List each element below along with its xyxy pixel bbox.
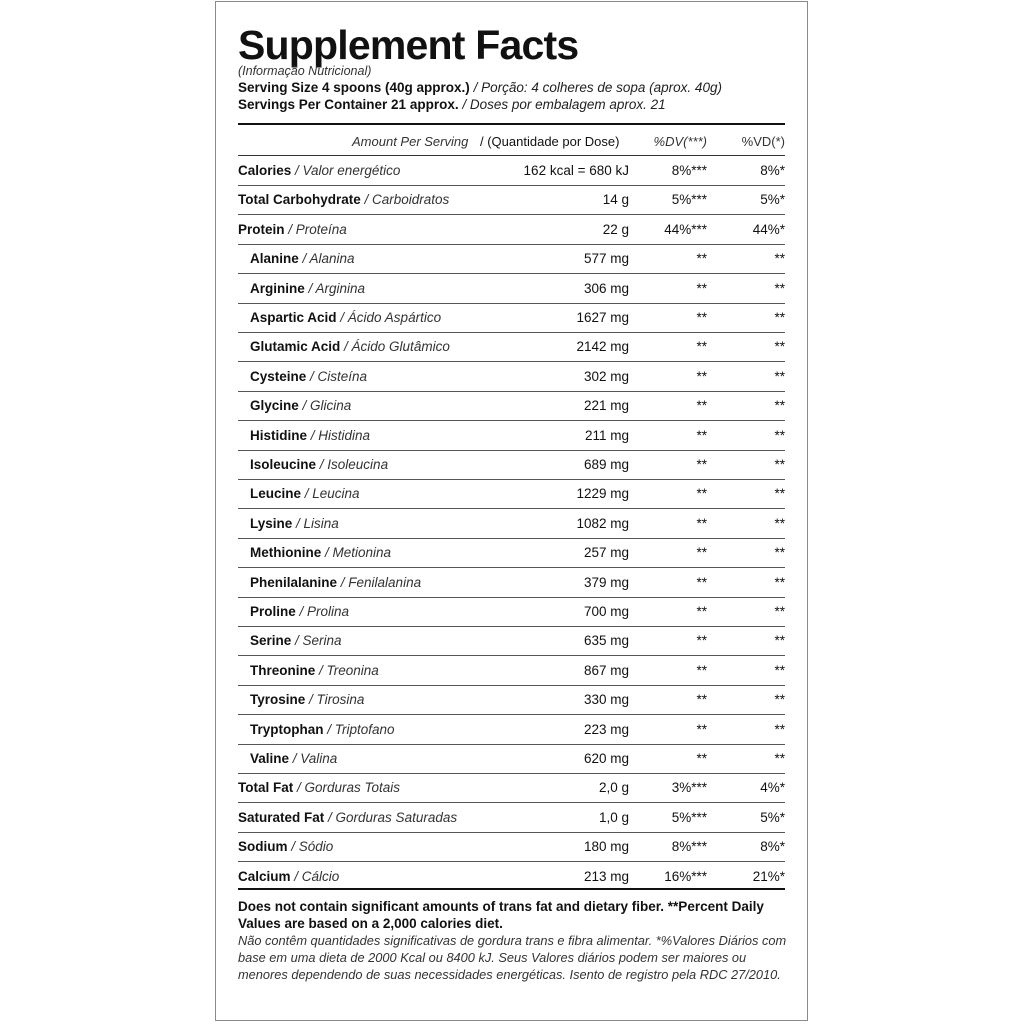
table-row [238, 332, 785, 362]
nutrient-name [250, 251, 355, 266]
table-row [238, 685, 785, 715]
serving-size [238, 80, 722, 95]
label-subtitle: (Informação Nutricional) [238, 64, 372, 78]
nutrient-name-pt: / Leucina [301, 486, 360, 502]
nutrient-name-pt: / Valina [289, 751, 338, 766]
header-vd: %VD(*) [741, 134, 785, 149]
table-row [238, 479, 785, 509]
nutrient-name-pt: / Prolina [295, 604, 350, 619]
nutrient-dv: ** [696, 368, 707, 384]
nutrient-name-pt: / Histidina [307, 427, 371, 443]
nutrient-amount: 14 g [602, 192, 629, 208]
nutrient-name [250, 486, 360, 501]
nutrient-name-en: Aspartic Acid [250, 310, 337, 325]
nutrient-vd: ** [774, 604, 785, 619]
nutrient-name-en: Methionine [250, 545, 322, 561]
nutrient-name-en: Glutamic Acid [250, 339, 341, 355]
nutrient-name [238, 869, 339, 884]
bottom-divider [238, 888, 785, 890]
footnotes [238, 898, 788, 983]
nutrient-name-en: Total Fat [238, 780, 294, 796]
nutrient-amount: 379 mg [583, 574, 629, 590]
nutrient-amount: 1229 mg [576, 486, 629, 502]
nutrient-vd: ** [774, 398, 785, 414]
nutrient-name-pt: / Carboidratos [360, 192, 450, 208]
table-row [238, 715, 785, 745]
nutrient-dv: ** [696, 545, 707, 561]
nutrient-amount: 620 mg [583, 751, 629, 766]
servings-per-container [238, 97, 666, 112]
nutrient-name-en: Histidine [250, 427, 308, 443]
nutrient-name-pt: / Lisina [292, 515, 339, 531]
nutrient-name-en: Phenilalanine [250, 574, 338, 590]
header-dv: %DV(***) [653, 134, 707, 149]
nutrient-vd: ** [774, 280, 785, 296]
servings-per-container-en: Servings Per Container 21 approx. [238, 97, 459, 112]
nutrient-name-en: Calories [238, 163, 292, 178]
nutrient-amount: 223 mg [583, 721, 629, 737]
table-row [238, 626, 785, 656]
nutrient-name-pt: / Cisteína [306, 368, 368, 384]
table-row [238, 303, 785, 333]
nutrient-name-pt: / Tirosina [305, 692, 365, 708]
nutrient-name-en: Lysine [250, 515, 293, 531]
nutrient-name [238, 222, 347, 237]
nutrient-dv: ** [696, 574, 707, 590]
nutrient-name-en: Leucine [250, 486, 302, 502]
nutrient-dv: 8%*** [671, 839, 707, 855]
nutrient-dv: ** [696, 398, 707, 414]
nutrient-name-en: Saturated Fat [238, 809, 325, 825]
nutrient-name-pt: / Ácido Aspártico [336, 310, 442, 325]
table-row [238, 656, 785, 686]
nutrient-vd: 8%* [760, 163, 785, 178]
nutrient-name-pt: / Sódio [287, 839, 334, 855]
nutrient-amount: 330 mg [583, 692, 629, 708]
table-row [238, 744, 785, 774]
nutrient-amount: 2142 mg [576, 339, 629, 355]
nutrient-name-pt: / Alanina [298, 251, 355, 267]
nutrient-dv: 16%*** [664, 868, 707, 884]
nutrient-vd: ** [774, 721, 785, 737]
nutrient-name [250, 575, 421, 590]
table-row [238, 244, 785, 274]
label-title: Supplement Facts [238, 22, 579, 68]
nutrient-vd: ** [774, 633, 785, 649]
nutrient-amount: 867 mg [583, 662, 629, 678]
nutrient-amount: 700 mg [583, 604, 629, 619]
nutrient-amount: 221 mg [583, 398, 629, 414]
nutrient-amount: 22 g [602, 221, 629, 237]
table-row [238, 156, 785, 186]
nutrient-name-en: Proline [250, 604, 296, 619]
nutrient-name-pt: / Proteína [284, 221, 347, 237]
nutrient-name-pt: / Ácido Glutâmico [340, 339, 450, 355]
table-row [238, 832, 785, 862]
nutrient-name-en: Calcium [238, 868, 291, 884]
nutrient-name-pt: / Gorduras Saturadas [324, 809, 458, 825]
nutrient-vd: ** [774, 662, 785, 678]
nutrient-name-en: Threonine [250, 662, 316, 678]
footnote-english: Does not contain significant amounts of trans fat and dietary fiber. **Percent Daily Values are based on a 2,000 calories diet. [238, 899, 764, 931]
servings-per-container-pt: / Doses por embalagem aprox. 21 [458, 97, 666, 112]
nutrient-vd: ** [774, 339, 785, 355]
nutrient-dv: 44%*** [664, 221, 707, 237]
nutrient-name [250, 339, 450, 354]
nutrient-name [250, 281, 365, 296]
nutrient-dv: 3%*** [671, 780, 707, 796]
nutrient-name-en: Isoleucine [250, 457, 317, 472]
nutrient-name-en: Sodium [238, 839, 288, 855]
table-row [238, 421, 785, 451]
nutrient-name [250, 604, 349, 619]
table-row [238, 773, 785, 803]
nutrient-name [250, 398, 351, 413]
nutrient-dv: ** [696, 457, 707, 472]
nutrient-name-en: Protein [238, 221, 285, 237]
nutrient-name [250, 516, 339, 531]
table-row [238, 274, 785, 304]
nutrient-vd: ** [774, 368, 785, 384]
nutrient-vd: 44%* [752, 221, 785, 237]
header-amount-per-serving: Amount Per Serving [352, 134, 469, 149]
nutrient-amount: 162 kcal = 680 kJ [523, 163, 629, 178]
nutrient-dv: ** [696, 427, 707, 443]
nutrient-name [238, 163, 400, 178]
nutrient-amount: 257 mg [583, 545, 629, 561]
nutrient-dv: ** [696, 310, 707, 325]
nutrient-name-pt: / Isoleucina [316, 457, 389, 472]
nutrient-amount: 577 mg [583, 251, 629, 267]
table-row [238, 215, 785, 245]
nutrient-dv: ** [696, 515, 707, 531]
nutrient-name-pt: / Glicina [298, 398, 352, 414]
table-row [238, 391, 785, 421]
nutrient-name [238, 810, 457, 825]
nutrient-amount: 1,0 g [598, 809, 629, 825]
nutrient-name [250, 428, 370, 443]
nutrient-vd: ** [774, 515, 785, 531]
nutrient-name-en: Total Carbohydrate [238, 192, 361, 208]
nutrient-vd: 5%* [760, 192, 785, 208]
nutrient-dv: ** [696, 251, 707, 267]
nutrient-name-pt: / Valor energético [291, 163, 401, 178]
top-divider [238, 123, 785, 125]
nutrient-vd: 21%* [752, 868, 785, 884]
nutrient-amount: 211 mg [584, 427, 629, 443]
nutrient-vd: ** [774, 692, 785, 708]
nutrient-name-en: Glycine [250, 398, 299, 414]
nutrient-name-en: Alanine [250, 251, 299, 267]
nutrient-amount: 2,0 g [598, 780, 629, 796]
nutrient-name [250, 692, 364, 707]
nutrient-dv: 5%*** [671, 192, 707, 208]
nutrient-dv: ** [696, 662, 707, 678]
nutrient-dv: ** [696, 339, 707, 355]
nutrient-name [238, 192, 449, 207]
nutrient-name [250, 663, 379, 678]
nutrient-amount: 1627 mg [576, 310, 629, 325]
nutrient-name-pt: / Cálcio [290, 868, 340, 884]
nutrient-name [250, 457, 388, 472]
nutrient-amount: 689 mg [583, 457, 629, 472]
nutrient-vd: ** [774, 545, 785, 561]
nutrient-name-pt: / Fenilalanina [337, 574, 422, 590]
footnote-portuguese: Não contêm quantidades significativas de gordura trans e fibra alimentar. *%Valores Diários com base em uma dieta de 2000 Kcal ou 8400 kJ. Seus Valores diários podem ser maiores ou menores dependendo de suas necessidades energéticas. Isento de registro pela RDC 27/2010. [238, 933, 787, 982]
nutrient-vd: 4%* [760, 780, 785, 796]
table-row [238, 862, 785, 891]
nutrient-name-pt: / Gorduras Totais [293, 780, 401, 796]
nutrient-amount: 1082 mg [576, 515, 629, 531]
nutrient-dv: ** [696, 604, 707, 619]
nutrient-vd: ** [774, 310, 785, 325]
nutrient-dv: ** [696, 751, 707, 766]
table-row [238, 362, 785, 392]
nutrient-dv: ** [696, 692, 707, 708]
table-row [238, 450, 785, 480]
nutrient-name-en: Tryptophan [250, 721, 324, 737]
table-row [238, 803, 785, 833]
nutrient-dv: ** [696, 633, 707, 649]
nutrient-amount: 635 mg [583, 633, 629, 649]
nutrient-name [250, 751, 337, 766]
nutrient-dv: 8%*** [671, 163, 707, 178]
nutrient-vd: 8%* [760, 839, 785, 855]
nutrient-name-pt: / Treonina [315, 662, 379, 678]
nutrient-dv: ** [696, 486, 707, 502]
nutrient-dv: ** [696, 280, 707, 296]
nutrient-name-en: Cysteine [250, 368, 307, 384]
nutrient-name-pt: / Arginina [304, 280, 366, 296]
nutrient-amount: 180 mg [583, 839, 629, 855]
nutrient-name [250, 545, 391, 560]
nutrient-name-en: Valine [250, 751, 290, 766]
nutrient-name [250, 310, 441, 325]
nutrient-amount: 213 mg [583, 868, 629, 884]
nutrient-name-en: Arginine [250, 280, 305, 296]
nutrient-vd: ** [774, 574, 785, 590]
table-row [238, 568, 785, 598]
nutrient-name-en: Serine [250, 633, 292, 649]
nutrient-name-pt: / Triptofano [323, 721, 395, 737]
nutrient-vd: ** [774, 251, 785, 267]
nutrient-amount: 306 mg [583, 280, 629, 296]
nutrient-name-en: Tyrosine [250, 692, 306, 708]
nutrient-vd: ** [774, 427, 785, 443]
header-quantidade: / (Quantidade por Dose) [480, 134, 620, 149]
table-header [238, 128, 785, 156]
nutrient-name-pt: / Metionina [321, 545, 392, 561]
nutrient-vd: ** [774, 457, 785, 472]
nutrient-amount: 302 mg [583, 368, 629, 384]
serving-size-pt: / Porção: 4 colheres de sopa (aprox. 40g) [469, 80, 722, 95]
nutrient-name [250, 633, 342, 648]
nutrient-dv: ** [696, 721, 707, 737]
nutrient-name [250, 369, 367, 384]
nutrient-name [238, 780, 400, 795]
serving-size-en: Serving Size 4 spoons (40g approx.) [238, 80, 470, 95]
nutrient-vd: ** [774, 751, 785, 766]
table-row [238, 538, 785, 568]
table-row [238, 185, 785, 215]
nutrient-vd: 5%* [760, 809, 785, 825]
table-row [238, 597, 785, 627]
nutrient-vd: ** [774, 486, 785, 502]
table-row [238, 509, 785, 539]
nutrient-name-pt: / Serina [291, 633, 342, 649]
nutrient-dv: 5%*** [671, 809, 707, 825]
nutrient-name [238, 839, 333, 854]
nutrient-name [250, 722, 395, 737]
